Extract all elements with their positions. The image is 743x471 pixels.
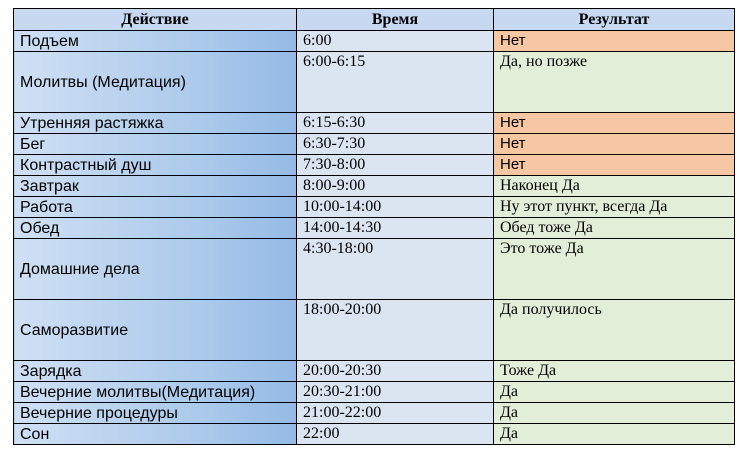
cell-action: Сон	[14, 424, 297, 445]
cell-time: 20:00-20:30	[297, 361, 494, 382]
cell-result: Нет	[494, 155, 735, 176]
table-row	[14, 300, 735, 361]
cell-result: Наконец Да	[494, 176, 735, 197]
table-row	[14, 424, 735, 445]
table-row	[14, 218, 735, 239]
schedule-table-wrapper	[13, 8, 734, 463]
table-row	[14, 176, 735, 197]
cell-action: Подъем	[14, 31, 297, 52]
cell-action: Домашние дела	[14, 239, 297, 300]
cell-time: 4:30-18:00	[297, 239, 494, 300]
table-row	[14, 382, 735, 403]
cell-result: Нет	[494, 113, 735, 134]
header-row	[14, 9, 735, 31]
table-row	[14, 113, 735, 134]
table-row	[14, 134, 735, 155]
cell-action: Контрастный душ	[14, 155, 297, 176]
cell-time: 14:00-14:30	[297, 218, 494, 239]
cell-time: 6:00-6:15	[297, 52, 494, 113]
cell-time: 6:15-6:30	[297, 113, 494, 134]
table-row	[14, 361, 735, 382]
cell-result: Да	[494, 403, 735, 424]
cell-action: Зарядка	[14, 361, 297, 382]
cell-time: 6:00	[297, 31, 494, 52]
cell-result: Ну этот пункт, всегда Да	[494, 197, 735, 218]
table-row	[14, 239, 735, 300]
table-row	[14, 31, 735, 52]
header-action: Действие	[14, 9, 297, 31]
schedule-table	[13, 8, 735, 445]
table-row	[14, 403, 735, 424]
cell-time: 7:30-8:00	[297, 155, 494, 176]
cell-time: 6:30-7:30	[297, 134, 494, 155]
cell-time: 10:00-14:00	[297, 197, 494, 218]
cell-result: Да	[494, 424, 735, 445]
cell-action: Молитвы (Медитация)	[14, 52, 297, 113]
cell-result: Да, но позже	[494, 52, 735, 113]
cell-time: 20:30-21:00	[297, 382, 494, 403]
cell-action: Вечерние процедуры	[14, 403, 297, 424]
cell-time: 18:00-20:00	[297, 300, 494, 361]
table-row	[14, 52, 735, 113]
table-body	[14, 31, 735, 445]
cell-action: Саморазвитие	[14, 300, 297, 361]
header-time: Время	[297, 9, 494, 31]
table-row	[14, 155, 735, 176]
table-row	[14, 197, 735, 218]
cell-result: Нет	[494, 134, 735, 155]
cell-action: Вечерние молитвы(Медитация)	[14, 382, 297, 403]
cell-result: Да	[494, 382, 735, 403]
header-result: Результат	[494, 9, 735, 31]
cell-action: Бег	[14, 134, 297, 155]
cell-result: Нет	[494, 31, 735, 52]
cell-action: Утренняя растяжка	[14, 113, 297, 134]
cell-action: Обед	[14, 218, 297, 239]
cell-time: 21:00-22:00	[297, 403, 494, 424]
cell-result: Это тоже Да	[494, 239, 735, 300]
cell-time: 8:00-9:00	[297, 176, 494, 197]
cell-action: Работа	[14, 197, 297, 218]
cell-action: Завтрак	[14, 176, 297, 197]
cell-time: 22:00	[297, 424, 494, 445]
cell-result: Да получилось	[494, 300, 735, 361]
cell-result: Обед тоже Да	[494, 218, 735, 239]
cell-result: Тоже Да	[494, 361, 735, 382]
